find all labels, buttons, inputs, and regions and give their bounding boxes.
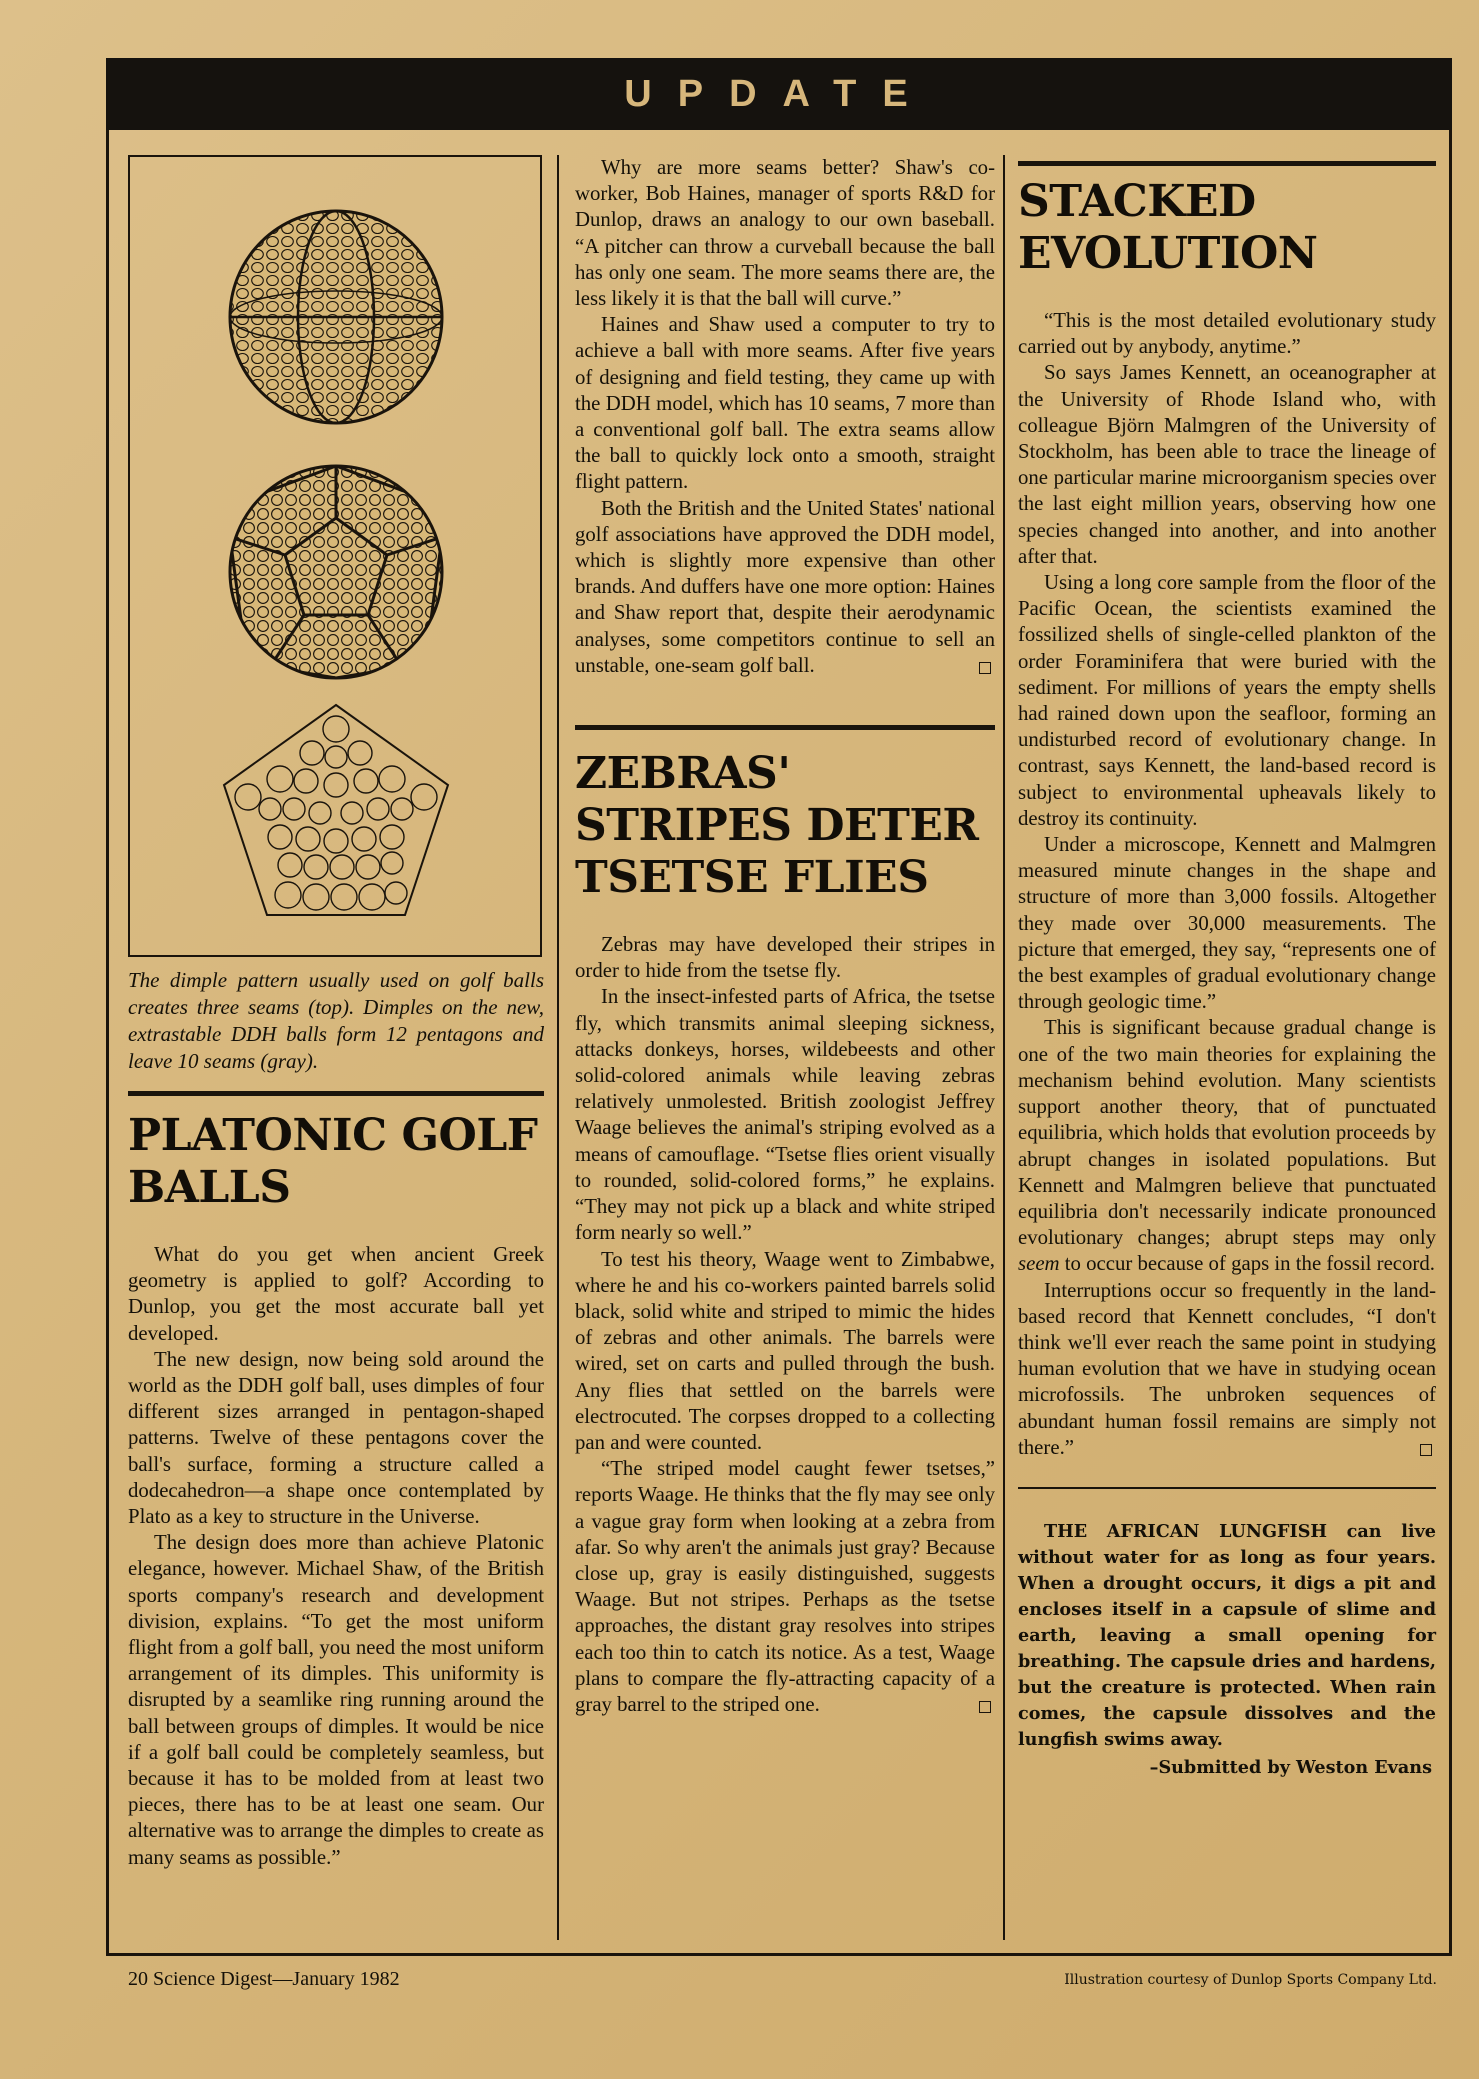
column-divider <box>1003 155 1005 1940</box>
lungfish-note: THE AFRICAN LUNGFISH can live without water for as long as four years. When a drought occurs, it digs a pit and encloses itself in a capsule of slime and earth, leaving a small opening for breathing. The capsule dries and hardens, but the creature is protected. When rain comes, the capsule dissolves and the lungfish swims away. <box>1018 1520 1436 1750</box>
evolution-headline: STACKED EVOLUTION <box>1018 176 1318 279</box>
end-of-article-icon <box>1420 1444 1432 1456</box>
zebras-headline: ZEBRAS' STRIPES DETER TSETSE FLIES <box>575 748 979 904</box>
end-of-article-icon <box>979 1701 991 1713</box>
pentagon-dimple-pattern-icon <box>224 705 448 915</box>
banner-title: UPDATE <box>624 72 934 115</box>
evolution-paragraph: Using a long core sample from the floor of the Pacific Ocean, the scientists examined the fossilized shells of single-celled plankton of the order Foraminifera that were buried with the sediment. For millions of years the empty shells had rained down upon the seafloor, forming an undisturbed record of evolutionary change. In contrast, says Kennett, the land-based record is subject to environmental upheavals likely to destroy its continuity. <box>1018 571 1436 830</box>
evolution-paragraph: This is significant because gradual change is one of the two main theories for explaining the mechanism behind evolution. Many scientists support another theory, that of punctuated equilibria, which holds that evolution proceeds by abrupt changes in isolated populations. But Kennett and Malmgren believe that punctuated equilibria don't necessarily indicate pronounced evolutionary changes; abrupt steps may only seem to occur because of gaps in the fossil record. <box>1018 1016 1436 1276</box>
zebras-paragraph: In the insect-infested parts of Africa, the tsetse fly, which transmits animal sleeping sickness, attacks donkeys, horses, wildebeests and other solid-colored animals while leaving zebras relatively unmolested. British zoologist Jeffrey Waage believes the animal's striping evolved as a means of camouflage. “Tsetse flies orient visually to rounded, solid-colored forms,” he explains. “They may not pick up a black and white striped form nearly so well.” <box>575 985 995 1245</box>
golf-paragraph: Why are more seams better? Shaw's co-worker, Bob Haines, manager of sports R&D for Dunlop, draws an analogy to our own baseball. “A pitcher can throw a curveball because the ball has only one seam. The more seams there are, the less likely it is that the ball will curve.” <box>575 156 995 311</box>
figure-caption: The dimple pattern usually used on golf balls creates three seams (top). Dimples on the new, extrastable DDH balls form 12 pentagons and leave 10 seams (gray). <box>128 968 544 1073</box>
evolution-paragraph: So says James Kennett, an oceanographer at the University of Rhode Island who, with colleague Björn Malmgren of the University of Stockholm, has been able to trace the lineage of one particular marine microorganism species over the last eight million years, observing how one species changed into another, and into another after that. <box>1018 361 1436 568</box>
section-banner <box>106 58 1452 130</box>
end-of-article-icon <box>979 662 991 674</box>
section-rule <box>1018 1487 1436 1489</box>
evolution-paragraph: “This is the most detailed evolutionary study carried out by anybody, anytime.” <box>1018 309 1436 359</box>
page-folio: 20 Science Digest—January 1982 <box>128 1968 400 1990</box>
illustration-credit: Illustration courtesy of Dunlop Sports Company Ltd. <box>1064 1972 1437 1988</box>
column-3 <box>1018 155 1436 1781</box>
headline-rule <box>128 1091 544 1096</box>
column-2 <box>575 155 995 1718</box>
golf-paragraph: The design does more than achieve Platonic elegance, however. Michael Shaw, of the British sports company's research and development division, explains. “To get the most uniform flight from a golf ball, you need the most uniform arrangement of its dimples. This uniformity is disrupted by a seamlike ring running around the ball between groups of dimples. It would be nice if a golf ball could be completely seamless, but because it has to be molded from at least two pieces, there has to be at least one seam. Our alternative was to arrange the dimples to create as many seams as possible.” <box>128 1531 544 1869</box>
ddh-ball-icon <box>230 466 442 678</box>
lungfish-credit: –Submitted by Weston Evans <box>1149 1756 1432 1778</box>
golf-ball-illustration <box>128 155 542 957</box>
evolution-paragraph: Under a microscope, Kennett and Malmgren measured minute changes in the shape and structure of more than 3,000 fossils. Altogether they made over 30,000 measurements. The picture that emerged, they say, “represents one of the best examples of gradual evolutionary change through geologic time.” <box>1018 833 1436 1014</box>
headline-rule <box>1018 161 1436 166</box>
column-divider <box>557 155 559 1940</box>
zebras-paragraph: To test his theory, Waage went to Zimbabwe, where he and his co-workers painted barrels solid black, solid white and striped to mimic the hides of zebras and other animals. The barrels were wired, set on carts and pulled through the bush. Any flies that settled on the barrels were electrocuted. The corpses dropped to a collecting pan and were counted. <box>575 1247 995 1454</box>
golf-paragraph: What do you get when ancient Greek geometry is applied to golf? According to Dunlop, you get the most accurate ball yet developed. <box>128 1243 544 1345</box>
evolution-paragraph: Interruptions occur so frequently in the land-based record that Kennett concludes, “I don't think we'll ever reach the same point in studying human evolution that we have in studying ocean microfossils. The unbroken sequences of abundant human fossil remains are simply not there.” <box>1018 1278 1436 1459</box>
golf-paragraph: The new design, now being sold around the world as the DDH golf ball, uses dimples of four different sizes arranged in pentagon-shaped patterns. Twelve of these pentagons cover the ball's surface, forming a structure called a dodecahedron—a shape once contemplated by Plato as a key to structure in the Universe. <box>128 1347 544 1529</box>
golf-paragraph: Haines and Shaw used a computer to try to achieve a ball with more seams. After five years of designing and field testing, they came up with the DDH model, which has 10 seams, 7 more than a conventional golf ball. The extra seams allow the ball to quickly lock onto a smooth, straight flight pattern. <box>575 313 995 494</box>
zebras-paragraph: Zebras may have developed their stripes in order to hide from the tsetse fly. <box>575 933 995 983</box>
column-1 <box>128 155 544 1871</box>
zebras-paragraph: “The striped model caught fewer tsetses,” reports Waage. He thinks that the fly may see only a vague gray form when looking at a zebra from afar. So why aren't the animals just gray? Because close up, gray is easily distinguished, suggests Waage. But not stripes. Perhaps as the tsetse approaches, the distant gray resolves into stripes each too thin to catch its notice. As a test, Waage plans to compare the fly-attracting capacity of a gray barrel to the striped one. <box>575 1457 995 1716</box>
three-seam-ball-icon <box>230 211 442 423</box>
headline-rule <box>575 725 995 730</box>
golf-paragraph: Both the British and the United States' national golf associations have approved the DDH model, which is slightly more expensive than other brands. And duffers have one more option: Haines and Shaw report that, despite their aerodynamic analyses, some competitors continue to sell an unstable, one-seam golf ball. <box>575 496 995 677</box>
golf-headline: PLATONIC GOLF BALLS <box>128 1110 538 1213</box>
